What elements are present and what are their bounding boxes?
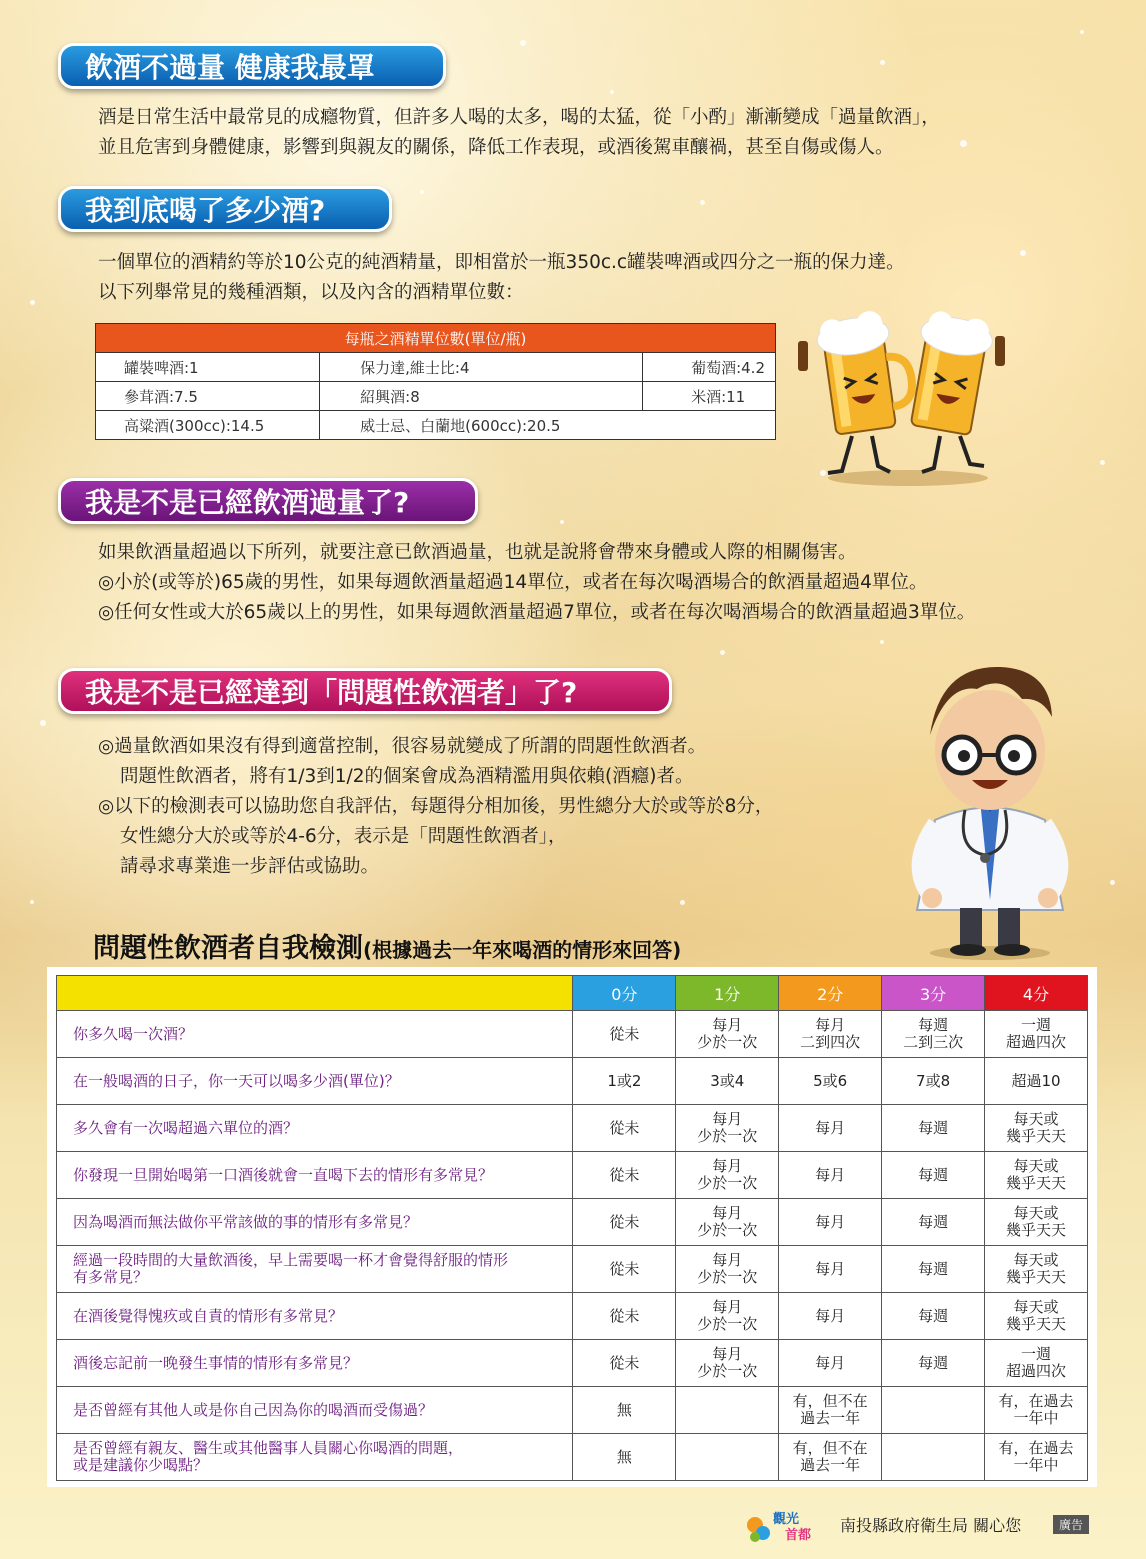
table-row xyxy=(57,1293,1088,1340)
answer-cell: 每天或 幾乎天天 xyxy=(985,1152,1088,1199)
table-row xyxy=(57,1246,1088,1293)
alcohol-units-table xyxy=(95,323,776,440)
paragraph-line: 酒是日常生活中最常見的成癮物質，但許多人喝的太多，喝的太猛，從「小酌」漸漸變成「過量飲酒」， xyxy=(98,107,940,128)
cheers-beer-mugs-illustration xyxy=(790,296,1020,488)
question-cell: 在一般喝酒的日子，你一天可以喝多少酒(單位)？ xyxy=(57,1058,573,1105)
svg-text:首都: 首都 xyxy=(785,1528,812,1543)
answer-cell: 每月 xyxy=(779,1340,882,1387)
answer-cell: 有，但不在 過去一年 xyxy=(779,1387,882,1434)
self-test-table xyxy=(56,975,1088,1481)
table-cell: 罐裝啤酒:1 xyxy=(96,353,320,382)
paragraph-line: 請尋求專業進一步評估或協助。 xyxy=(120,856,380,877)
answer-cell: 每週 二到三次 xyxy=(882,1011,985,1058)
answer-cell: 超過10 xyxy=(985,1058,1088,1105)
answer-cell: 每月 少於一次 xyxy=(676,1011,779,1058)
answer-cell: 每週 xyxy=(882,1152,985,1199)
table-row xyxy=(96,382,776,411)
answer-cell: 每月 xyxy=(779,1152,882,1199)
answer-cell: 每週 xyxy=(882,1340,985,1387)
table-row xyxy=(96,353,776,382)
answer-cell: 每月 少於一次 xyxy=(676,1152,779,1199)
answer-cell: 7或8 xyxy=(882,1058,985,1105)
section2-paragraph xyxy=(98,248,905,308)
ad-badge: 廣告 xyxy=(1053,1515,1089,1534)
table-row xyxy=(57,1387,1088,1434)
paragraph-line: 如果飲酒量超過以下所列，就要注意已飲酒過量，也就是說將會帶來身體或人際的相關傷害。 xyxy=(98,542,857,563)
answer-cell: 每天或 幾乎天天 xyxy=(985,1293,1088,1340)
table-row xyxy=(57,1105,1088,1152)
answer-cell: 一週 超過四次 xyxy=(985,1011,1088,1058)
section1-paragraph xyxy=(98,103,940,163)
table-row xyxy=(57,1011,1088,1058)
answer-cell: 3或4 xyxy=(676,1058,779,1105)
score-header: 2分 xyxy=(779,976,882,1011)
answer-cell: 每月 二到四次 xyxy=(779,1011,882,1058)
self-test-title-main: 問題性飲酒者自我檢測 xyxy=(93,933,363,964)
answer-cell: 無 xyxy=(573,1434,676,1481)
table-row xyxy=(57,1152,1088,1199)
score-header: 0分 xyxy=(573,976,676,1011)
score-header: 4分 xyxy=(985,976,1088,1011)
section-title-how-much: 我到底喝了多少酒? xyxy=(58,186,392,232)
answer-cell: 每月 少於一次 xyxy=(676,1246,779,1293)
answer-cell: 有，但不在 過去一年 xyxy=(779,1434,882,1481)
footer xyxy=(745,1505,1095,1545)
answer-cell: 每月 xyxy=(779,1199,882,1246)
table-cell: 威士忌、白蘭地(600cc):20.5 xyxy=(320,411,776,440)
answer-cell: 每月 xyxy=(779,1246,882,1293)
answer-cell: 每天或 幾乎天天 xyxy=(985,1199,1088,1246)
paragraph-line: ◎過量飲酒如果沒有得到適當控制，很容易就變成了所謂的問題性飲酒者。 xyxy=(98,736,707,757)
section4-paragraph xyxy=(98,732,773,882)
table-row xyxy=(57,1434,1088,1481)
answer-cell: 每月 少於一次 xyxy=(676,1199,779,1246)
answer-cell: 從未 xyxy=(573,1246,676,1293)
answer-cell: 每月 xyxy=(779,1105,882,1152)
self-test-title xyxy=(93,926,681,965)
paragraph-line: 女性總分大於或等於4-6分，表示是「問題性飲酒者」， xyxy=(120,826,567,847)
paragraph-line: 問題性飲酒者，將有1/3到1/2的個案會成為酒精濫用與依賴(酒癮)者。 xyxy=(120,766,694,787)
question-cell: 酒後忘記前一晚發生事情的情形有多常見？ xyxy=(57,1340,573,1387)
question-cell: 你多久喝一次酒？ xyxy=(57,1011,573,1058)
table-cell: 紹興酒:8 xyxy=(320,382,643,411)
score-header: 3分 xyxy=(882,976,985,1011)
units-table-header: 每瓶之酒精單位數(單位/瓶) xyxy=(96,324,776,353)
question-header xyxy=(57,976,573,1011)
paragraph-line: ◎小於(或等於)65歲的男性，如果每週飲酒量超過14單位，或者在每次喝酒場合的飲酒量超過4單位。 xyxy=(98,572,928,593)
paragraph-line: 一個單位的酒精約等於10公克的純酒精量，即相當於一瓶350c.c罐裝啤酒或四分之一瓶的保力達。 xyxy=(98,252,905,273)
self-test-subtitle: (根據過去一年來喝酒的情形來回答) xyxy=(363,938,682,962)
paragraph-line: 並且危害到身體健康，影響到與親友的關係，降低工作表現，或酒後駕車釀禍，甚至自傷或傷人。 xyxy=(98,137,894,158)
question-cell: 是否曾經有其他人或是你自己因為你的喝酒而受傷過？ xyxy=(57,1387,573,1434)
answer-cell: 從未 xyxy=(573,1152,676,1199)
answer-cell: 每週 xyxy=(882,1199,985,1246)
question-cell: 你發現一旦開始喝第一口酒後就會一直喝下去的情形有多常見？ xyxy=(57,1152,573,1199)
answer-cell: 每天或 幾乎天天 xyxy=(985,1105,1088,1152)
score-header: 1分 xyxy=(676,976,779,1011)
answer-cell: 1或2 xyxy=(573,1058,676,1105)
answer-cell: 每月 少於一次 xyxy=(676,1293,779,1340)
score-header-row xyxy=(57,976,1088,1011)
answer-cell: 每月 少於一次 xyxy=(676,1340,779,1387)
table-cell: 米酒:11 xyxy=(643,382,776,411)
answer-cell: 每天或 幾乎天天 xyxy=(985,1246,1088,1293)
answer-cell: 無 xyxy=(573,1387,676,1434)
paragraph-line: ◎任何女性或大於65歲以上的男性，如果每週飲酒量超過7單位，或者在每次喝酒場合的飲酒量超過3單位。 xyxy=(98,602,976,623)
answer-cell xyxy=(882,1434,985,1481)
table-row xyxy=(57,1199,1088,1246)
paragraph-line: ◎以下的檢測表可以協助您自我評估，每題得分相加後，男性總分大於或等於8分， xyxy=(98,796,774,817)
answer-cell: 有，在過去 一年中 xyxy=(985,1434,1088,1481)
answer-cell: 從未 xyxy=(573,1293,676,1340)
answer-cell xyxy=(882,1387,985,1434)
answer-cell xyxy=(676,1434,779,1481)
question-cell: 因為喝酒而無法做你平常該做的事的情形有多常見？ xyxy=(57,1199,573,1246)
answer-cell: 從未 xyxy=(573,1011,676,1058)
doctor-illustration xyxy=(900,650,1080,962)
question-cell: 多久會有一次喝超過六單位的酒？ xyxy=(57,1105,573,1152)
section-title-problem-drinker: 我是不是已經達到「問題性飲酒者」了? xyxy=(58,668,672,714)
answer-cell: 從未 xyxy=(573,1105,676,1152)
question-cell: 經過一段時間的大量飲酒後，早上需要喝一杯才會覺得舒服的情形 有多常見？ xyxy=(57,1246,573,1293)
question-cell: 在酒後覺得愧疚或自責的情形有多常見？ xyxy=(57,1293,573,1340)
answer-cell: 有，在過去 一年中 xyxy=(985,1387,1088,1434)
table-row xyxy=(96,411,776,440)
footer-organization: 南投縣政府衛生局 關心您 xyxy=(840,1516,1022,1535)
table-cell: 保力達,維士比:4 xyxy=(320,353,643,382)
answer-cell: 每月 xyxy=(779,1293,882,1340)
answer-cell: 從未 xyxy=(573,1340,676,1387)
table-cell: 高粱酒(300cc):14.5 xyxy=(96,411,320,440)
paragraph-line: 以下列舉常見的幾種酒類，以及內含的酒精單位數： xyxy=(98,282,524,303)
answer-cell: 每月 少於一次 xyxy=(676,1105,779,1152)
table-cell: 參茸酒:7.5 xyxy=(96,382,320,411)
answer-cell: 每週 xyxy=(882,1293,985,1340)
answer-cell: 5或6 xyxy=(779,1058,882,1105)
section-title-drinking-moderation: 飲酒不過量 健康我最罩 xyxy=(58,43,446,89)
table-row xyxy=(57,1058,1088,1105)
nantou-tourism-logo xyxy=(745,1505,835,1545)
answer-cell: 一週 超過四次 xyxy=(985,1340,1088,1387)
answer-cell xyxy=(676,1387,779,1434)
svg-text:觀光: 觀光 xyxy=(773,1512,800,1527)
table-row xyxy=(57,1340,1088,1387)
answer-cell: 每週 xyxy=(882,1246,985,1293)
section3-paragraph xyxy=(98,538,975,628)
answer-cell: 從未 xyxy=(573,1199,676,1246)
section-title-over-drinking: 我是不是已經飲酒過量了? xyxy=(58,478,478,524)
self-test-panel xyxy=(47,967,1097,1487)
question-cell: 是否曾經有親友、醫生或其他醫事人員關心你喝酒的問題， 或是建議你少喝點？ xyxy=(57,1434,573,1481)
answer-cell: 每週 xyxy=(882,1105,985,1152)
table-cell: 葡萄酒:4.2 xyxy=(643,353,776,382)
